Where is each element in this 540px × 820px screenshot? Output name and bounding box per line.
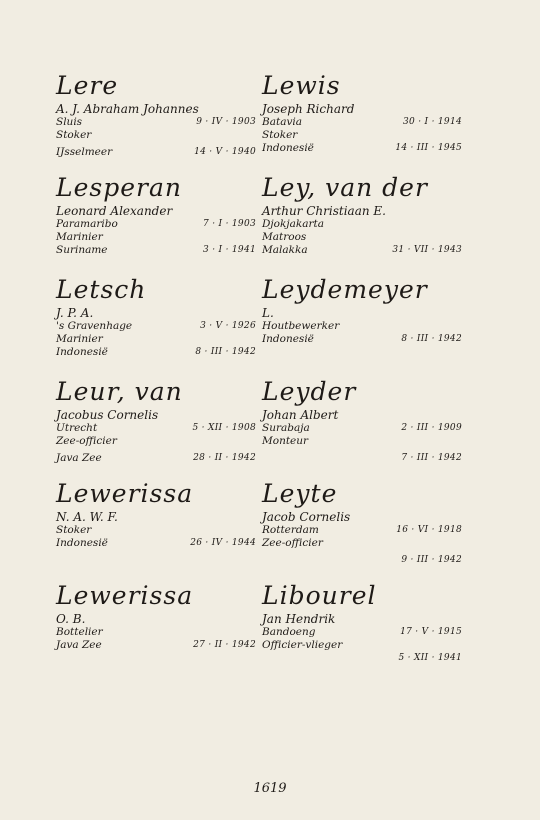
entry-given-names: Jan Hendrik — [262, 612, 336, 626]
register-entry — [56, 174, 256, 276]
entry-death-line — [56, 244, 256, 257]
entry-place: IJsselmeer — [56, 146, 113, 158]
entry-death-line — [262, 244, 462, 257]
entry-date: 9 · III · 1942 — [401, 555, 462, 565]
entry-death-line — [56, 452, 256, 465]
entry-place: Rotterdam — [262, 524, 319, 536]
entry-place: Indonesië — [262, 142, 314, 154]
entry-surname: Lewis — [262, 71, 341, 100]
entry-death-line — [262, 333, 462, 346]
entry-birth-line — [262, 116, 462, 129]
register-entry — [262, 480, 462, 582]
entry-rank-line — [262, 231, 462, 244]
entry-place: Malakka — [262, 244, 308, 256]
register-entry — [56, 378, 256, 480]
entry-place: Sluis — [56, 116, 83, 128]
entry-date: 5 · XII · 1908 — [192, 423, 256, 433]
entry-place: Paramaribo — [56, 218, 118, 230]
entry-rank: Marinier — [56, 231, 103, 243]
register-entry — [262, 582, 462, 684]
entry-rank: Bottelier — [56, 626, 103, 638]
register-entry — [56, 582, 256, 684]
entry-given-names: O. B. — [56, 612, 86, 626]
entry-death-line — [262, 452, 462, 465]
entry-birth-line — [56, 320, 256, 333]
entry-birth-line — [262, 320, 462, 333]
register-entry — [56, 72, 256, 174]
entry-rank-line — [56, 435, 256, 448]
entry-birth-line — [56, 218, 256, 231]
entry-date: 5 · XII · 1941 — [398, 653, 462, 663]
entry-rank: Zee-officier — [56, 435, 117, 447]
entry-given-names: J. P. A. — [56, 306, 94, 320]
entry-date: 8 · III · 1942 — [195, 347, 256, 357]
entry-surname: Ley, van der — [262, 173, 428, 202]
entry-given-names: N. A. W. F. — [56, 510, 118, 524]
register-entry — [262, 72, 462, 174]
right-column — [262, 72, 462, 684]
entry-rank-line — [262, 537, 462, 550]
entry-rank: Officier-vlieger — [262, 639, 343, 651]
entry-given-names: Jacobus Cornelis — [56, 408, 159, 422]
entry-rank: Stoker — [262, 129, 298, 141]
entry-surname: Lesperan — [56, 173, 182, 202]
entry-surname: Letsch — [56, 275, 147, 304]
entry-rank: Stoker — [56, 524, 92, 536]
entry-date: 30 · I · 1914 — [403, 117, 462, 127]
entry-rank-line — [262, 129, 462, 142]
entry-death-line — [262, 652, 462, 665]
register-entry — [262, 174, 462, 276]
entry-birth-line — [262, 626, 462, 639]
entry-place: Houtbewerker — [262, 320, 340, 332]
entry-surname: Leyder — [262, 377, 357, 406]
entry-birth-line — [262, 422, 462, 435]
entry-date: 27 · II · 1942 — [193, 640, 256, 650]
entry-surname: Leyte — [262, 479, 338, 508]
entry-date: 8 · III · 1942 — [401, 334, 462, 344]
page-number: 1619 — [253, 781, 287, 796]
entry-given-names: Joseph Richard — [262, 102, 355, 116]
entry-date: 7 · III · 1942 — [401, 453, 462, 463]
entry-date: 16 · VI · 1918 — [396, 525, 462, 535]
entry-death-line — [56, 346, 256, 359]
entry-death-line — [262, 554, 462, 567]
entry-date: 28 · II · 1942 — [193, 453, 256, 463]
left-column — [56, 72, 256, 684]
entry-place: 's Gravenhage — [56, 320, 133, 332]
entry-rank: Monteur — [262, 435, 309, 447]
entry-surname: Leur, van — [56, 377, 183, 406]
register-entry — [262, 276, 462, 378]
register-entry — [262, 378, 462, 480]
entry-given-names: Jacob Cornelis — [262, 510, 351, 524]
entry-date: 14 · III · 1945 — [395, 143, 462, 153]
entry-date: 17 · V · 1915 — [400, 627, 462, 637]
entry-birth-line — [262, 218, 462, 231]
entry-place: Java Zee — [56, 452, 102, 464]
entry-surname: Libourel — [262, 581, 377, 610]
entry-surname: Lewerissa — [56, 479, 194, 508]
entry-place: Bandoeng — [262, 626, 316, 638]
entry-birth-line — [56, 422, 256, 435]
entry-date: 3 · I · 1941 — [203, 245, 256, 255]
entry-rank-line — [56, 231, 256, 244]
entry-rank: Stoker — [56, 129, 92, 141]
entry-rank: Matroos — [262, 231, 307, 243]
entry-surname: Lere — [56, 71, 119, 100]
entry-place: Java Zee — [56, 639, 102, 651]
entry-rank: Zee-officier — [262, 537, 323, 549]
entry-place: Surabaja — [262, 422, 310, 434]
entry-rank-line — [262, 639, 462, 652]
entry-given-names: L. — [262, 306, 274, 320]
register-entry — [56, 276, 256, 378]
entry-surname: Leydemeyer — [262, 275, 428, 304]
entry-date: 7 · I · 1903 — [203, 219, 256, 229]
entry-rank-line — [56, 333, 256, 346]
entry-death-line — [262, 142, 462, 155]
entry-rank-line — [262, 435, 462, 448]
entry-death-line — [56, 146, 256, 159]
entry-given-names: A. J. Abraham Johannes — [56, 102, 199, 116]
entry-rank-line — [56, 626, 256, 639]
entry-place: Utrecht — [56, 422, 98, 434]
entry-given-names: Arthur Christiaan E. — [262, 204, 386, 218]
entry-date: 14 · V · 1940 — [194, 147, 256, 157]
entry-place: Djokjakarta — [262, 218, 324, 230]
entry-given-names: Johan Albert — [262, 408, 339, 422]
entry-given-names: Leonard Alexander — [56, 204, 173, 218]
entry-date: 3 · V · 1926 — [200, 321, 256, 331]
entry-birth-line — [56, 116, 256, 129]
entry-date: 9 · IV · 1903 — [196, 117, 256, 127]
entry-place: Batavia — [262, 116, 303, 128]
entry-place: Indonesië — [56, 346, 108, 358]
entry-death-line — [56, 639, 256, 652]
entry-death-line — [56, 537, 256, 550]
entry-place: Indonesië — [262, 333, 314, 345]
register-entry — [56, 480, 256, 582]
entry-place: Suriname — [56, 244, 108, 256]
entry-birth-line — [262, 524, 462, 537]
entry-date: 26 · IV · 1944 — [190, 538, 256, 548]
entry-date: 31 · VII · 1943 — [392, 245, 462, 255]
entry-rank-line — [56, 129, 256, 142]
entry-rank-line — [56, 524, 256, 537]
entry-surname: Lewerissa — [56, 581, 194, 610]
entry-rank: Marinier — [56, 333, 103, 345]
entry-place: Indonesië — [56, 537, 108, 549]
entry-date: 2 · III · 1909 — [401, 423, 462, 433]
